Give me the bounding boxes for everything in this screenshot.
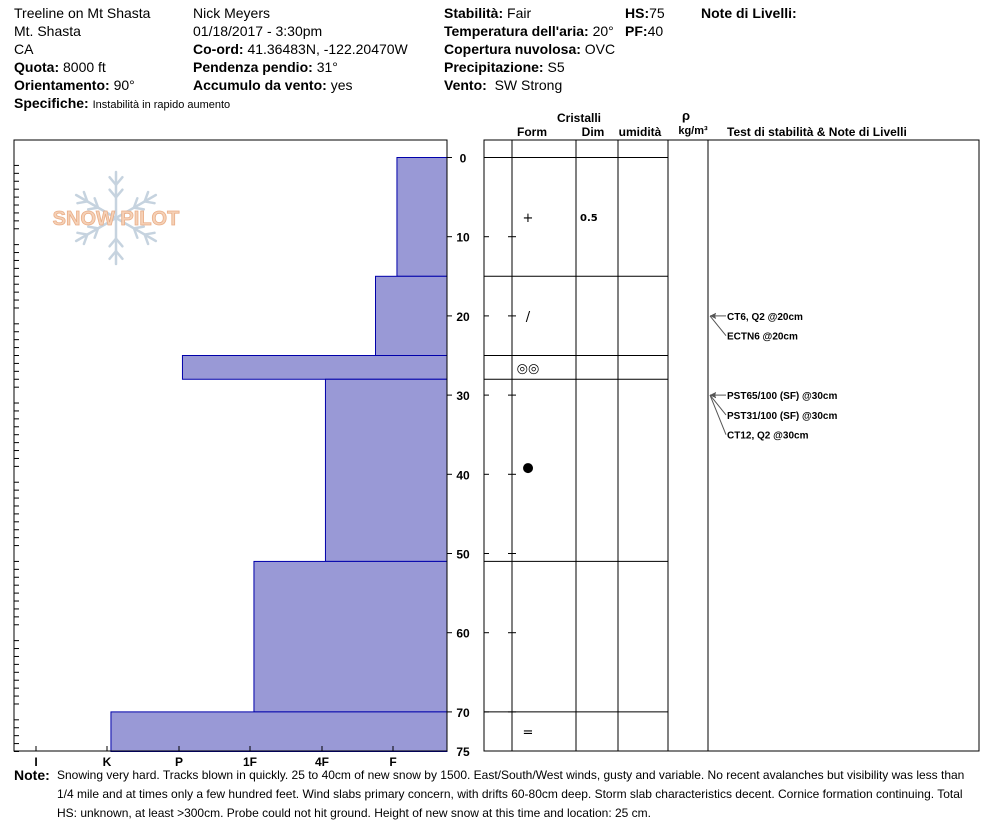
- quota-value: 8000 ft: [63, 59, 106, 75]
- stability-row: Stabilità: Fair: [444, 5, 532, 21]
- depth-tick-label: 0: [459, 151, 467, 166]
- depth-tick-label: 50: [456, 547, 470, 562]
- snowflake-branch: [145, 201, 155, 203]
- precip-value: S5: [547, 59, 565, 75]
- stability-test-label: CT12, Q2 @30cm: [727, 430, 809, 442]
- density-unit: kg/m³: [678, 125, 708, 137]
- depth-tick-label: 60: [456, 626, 470, 641]
- stability-test-label: PST31/100 (SF) @30cm: [727, 410, 838, 422]
- specifiche-value: Instabilità in rapido aumento: [92, 99, 231, 111]
- crystal-form-symbol: ◎◎: [516, 361, 540, 377]
- depth-tick-label: 40: [456, 468, 470, 483]
- air-temp-row: Temperatura dell'aria: 20°: [444, 23, 614, 39]
- wind-value: SW Strong: [494, 77, 563, 93]
- hardness-tick-label: P: [174, 755, 184, 769]
- hardness-bar: [397, 158, 447, 277]
- coord-value: 41.36483N, -122.20470W: [247, 41, 408, 57]
- cloud-row: Copertura nuvolosa: OVC: [444, 41, 616, 57]
- snowflake-branch: [145, 233, 155, 235]
- stability-test-label: PST65/100 (SF) @30cm: [727, 391, 838, 403]
- wind-load-value: yes: [330, 77, 353, 93]
- hardness-tick-label: K: [102, 755, 112, 769]
- crystal-form-symbol: ●: [522, 460, 534, 476]
- depth-tick-label: 70: [456, 705, 470, 720]
- depth-tick-label: 10: [456, 230, 470, 245]
- pf-value: 40: [647, 23, 664, 39]
- test-pointer-line: [710, 316, 726, 336]
- specifiche-row: Specifiche: Instabilità in rapido aumento: [14, 95, 231, 111]
- stability-heading: Test di stabilità & Note di Livelli: [727, 125, 907, 139]
- orientation-value: 90°: [113, 77, 135, 93]
- location-name: Treeline on Mt Shasta: [14, 5, 151, 21]
- cloud-value: OVC: [584, 41, 616, 57]
- cristalli-heading: Cristalli: [556, 111, 602, 125]
- level-notes-heading: Note di Livelli:: [701, 5, 797, 21]
- test-pointer-line: [710, 395, 726, 435]
- slope-value: 31°: [316, 59, 338, 75]
- note-label: Note:: [14, 767, 50, 783]
- snowflake-branch: [77, 233, 87, 235]
- note-text: Snowing very hard. Tracks blown in quickly. 25 to 40cm of new snow by 1500. East/South/West winds, gusty and variable. No recent avalanches but visibility was less than 1/4 mile and at times only a few hundred feet. Wind slabs primary concern, with drifts 60-80cm deep. Storm slab characteristics decent. Cornice formation continuing. Total HS: unknown, at least >300cm. Probe could not hit ground. Height of new snow at this time and location: 25 cm.: [57, 768, 965, 820]
- notes-section: [14, 766, 982, 820]
- logo-text: SNOW PILOT: [52, 208, 180, 230]
- snowflake-branch: [77, 201, 87, 203]
- stability-test-label: CT6, Q2 @20cm: [727, 311, 803, 323]
- hardness-tick-label: 1F: [242, 755, 258, 769]
- crystal-form-symbol: /: [525, 309, 531, 325]
- wind-load-row: Accumulo da vento: yes: [193, 77, 353, 93]
- wind-row: Vento: SW Strong: [444, 77, 563, 93]
- crystal-size: 0.5: [580, 212, 598, 224]
- precip-row: Precipitazione: S5: [444, 59, 565, 75]
- snowpilot-logo: [53, 172, 180, 264]
- depth-tick-label: 30: [456, 389, 470, 404]
- hardness-bar: [254, 561, 447, 711]
- hs-row: HS:75: [625, 5, 665, 21]
- crystal-form-symbol: +: [522, 210, 534, 226]
- dim-heading: Dim: [581, 125, 605, 139]
- coord-row: Co-ord: 41.36483N, -122.20470W: [193, 41, 408, 57]
- hardness-bar: [182, 356, 447, 380]
- crystal-form-symbol: =: [522, 725, 534, 741]
- hs-value: 75: [649, 5, 665, 21]
- hardness-bar: [111, 712, 447, 752]
- state-name: CA: [14, 41, 34, 57]
- hardness-tick-label: 4F: [314, 755, 330, 769]
- pf-row: PF:40: [625, 23, 664, 39]
- hardness-bar: [325, 379, 447, 561]
- datetime: 01/18/2017 - 3:30pm: [193, 23, 323, 39]
- observer-name: Nick Meyers: [193, 5, 271, 21]
- depth-tick-label: 20: [456, 309, 470, 324]
- umidita-heading: umidità: [618, 125, 662, 139]
- orientation-row: Orientamento: 90°: [14, 77, 135, 93]
- layer-table-frame: [484, 140, 979, 751]
- depth-tick-label: 75: [456, 745, 470, 759]
- slope-row: Pendenza pendio: 31°: [193, 59, 338, 75]
- stability-value: Fair: [507, 5, 532, 21]
- hardness-tick-label: I: [34, 755, 38, 769]
- stability-test-label: ECTN6 @20cm: [727, 331, 798, 343]
- air-temp-value: 20°: [592, 23, 614, 39]
- form-heading: Form: [517, 125, 547, 139]
- hardness-bar: [376, 276, 448, 355]
- test-pointer-line: [710, 395, 726, 415]
- quota-row: Quota: 8000 ft: [14, 59, 106, 75]
- area-name: Mt. Shasta: [14, 23, 81, 39]
- hardness-tick-label: F: [389, 755, 397, 769]
- density-symbol: ρ: [681, 108, 691, 123]
